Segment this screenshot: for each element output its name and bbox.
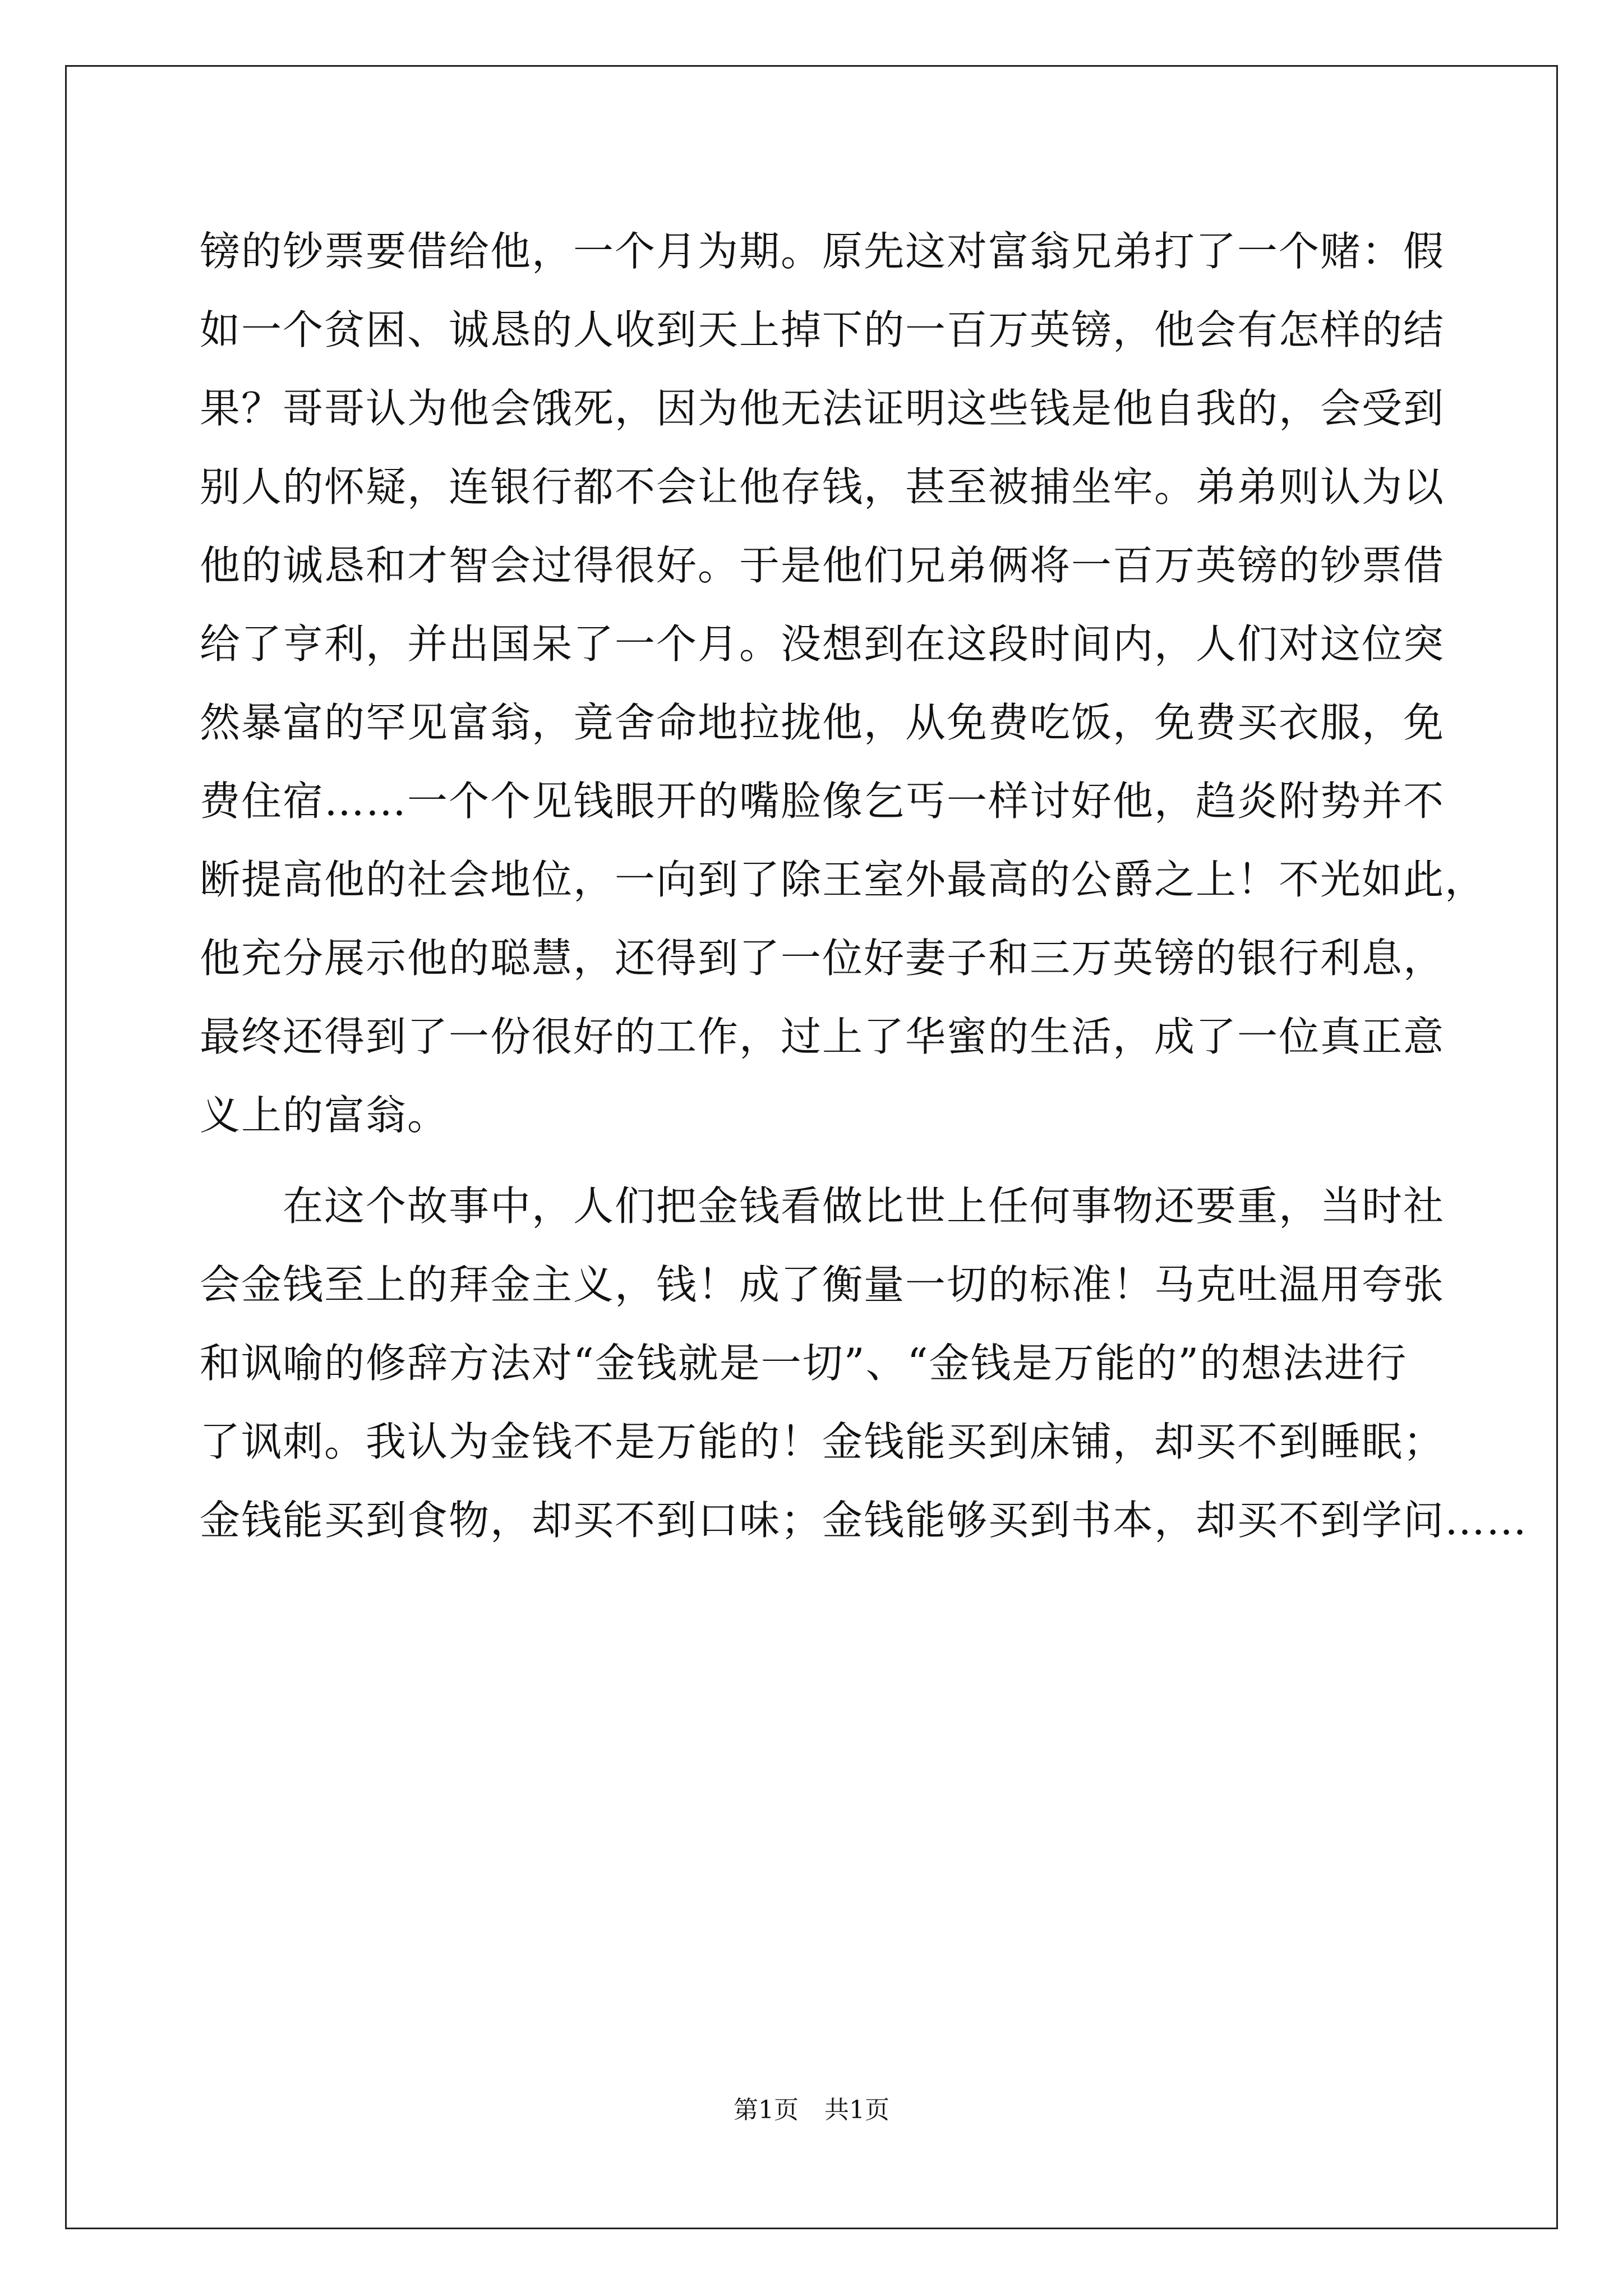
- paragraph-2-line-3: 和讽喻的修辞方法对“金钱就是一切”、“金钱是万能的”的想法进行: [200, 1340, 1408, 1387]
- paragraph-1-line-1: 镑的钞票要借给他，一个月为期。原先这对富翁兄弟打了一个赌：假: [200, 228, 1445, 275]
- paragraph-1-line-7: 然暴富的罕见富翁，竟舍命地拉拢他，从免费吃饭，免费买衣服，免: [200, 699, 1445, 746]
- paragraph-1-line-5: 他的诚恳和才智会过得很好。于是他们兄弟俩将一百万英镑的钞票借: [200, 542, 1445, 589]
- paragraph-2-line-1: 在这个故事中，人们把金钱看做比世上任何事物还要重，当时社: [283, 1182, 1445, 1230]
- paragraph-1-line-11: 最终还得到了一份很好的工作，过上了华蜜的生活，成了一位真正意: [200, 1013, 1445, 1060]
- paragraph-1-line-8: 费住宿……一个个见钱眼开的嘴脸像乞丐一样讨好他，趋炎附势并不: [200, 777, 1445, 825]
- document-body: [200, 212, 1528, 1559]
- page-number-current: 第1页: [734, 2096, 799, 2124]
- paragraph-2-line-5: 金钱能买到食物，却买不到口味；金钱能够买到书本，却买不到学问……: [200, 1497, 1528, 1544]
- paragraph-1-line-3: 果？哥哥认为他会饿死，因为他无法证明这些钱是他自我的，会受到: [200, 385, 1445, 432]
- paragraph-2-line-2: 会金钱至上的拜金主义，钱！成了衡量一切的标准！马克吐温用夸张: [200, 1261, 1445, 1308]
- paragraph-1-line-10: 他充分展示他的聪慧，还得到了一位好妻子和三万英镑的银行利息，: [200, 935, 1445, 982]
- paragraph-1-line-4: 别人的怀疑，连银行都不会让他存钱，甚至被捕坐牢。弟弟则认为以: [200, 463, 1445, 510]
- page-number-total: 共1页: [824, 2096, 889, 2124]
- paragraph-2-line-4: 了讽刺。我认为金钱不是万能的！金钱能买到床铺，却买不到睡眠；: [200, 1418, 1445, 1465]
- paragraph-1-line-6: 给了亨利，并出国呆了一个月。没想到在这段时间内，人们对这位突: [200, 620, 1445, 668]
- paragraph-1-line-12: 义上的富翁。: [200, 1092, 449, 1139]
- paragraph-spacer: [200, 1154, 1439, 1167]
- page-footer: [0, 2093, 1623, 2127]
- paragraph-1-line-9: 断提高他的社会地位，一向到了除王室外最高的公爵之上！不光如此，: [200, 856, 1487, 903]
- paragraph-1-line-2: 如一个贫困、诚恳的人收到天上掉下的一百万英镑，他会有怎样的结: [200, 306, 1445, 353]
